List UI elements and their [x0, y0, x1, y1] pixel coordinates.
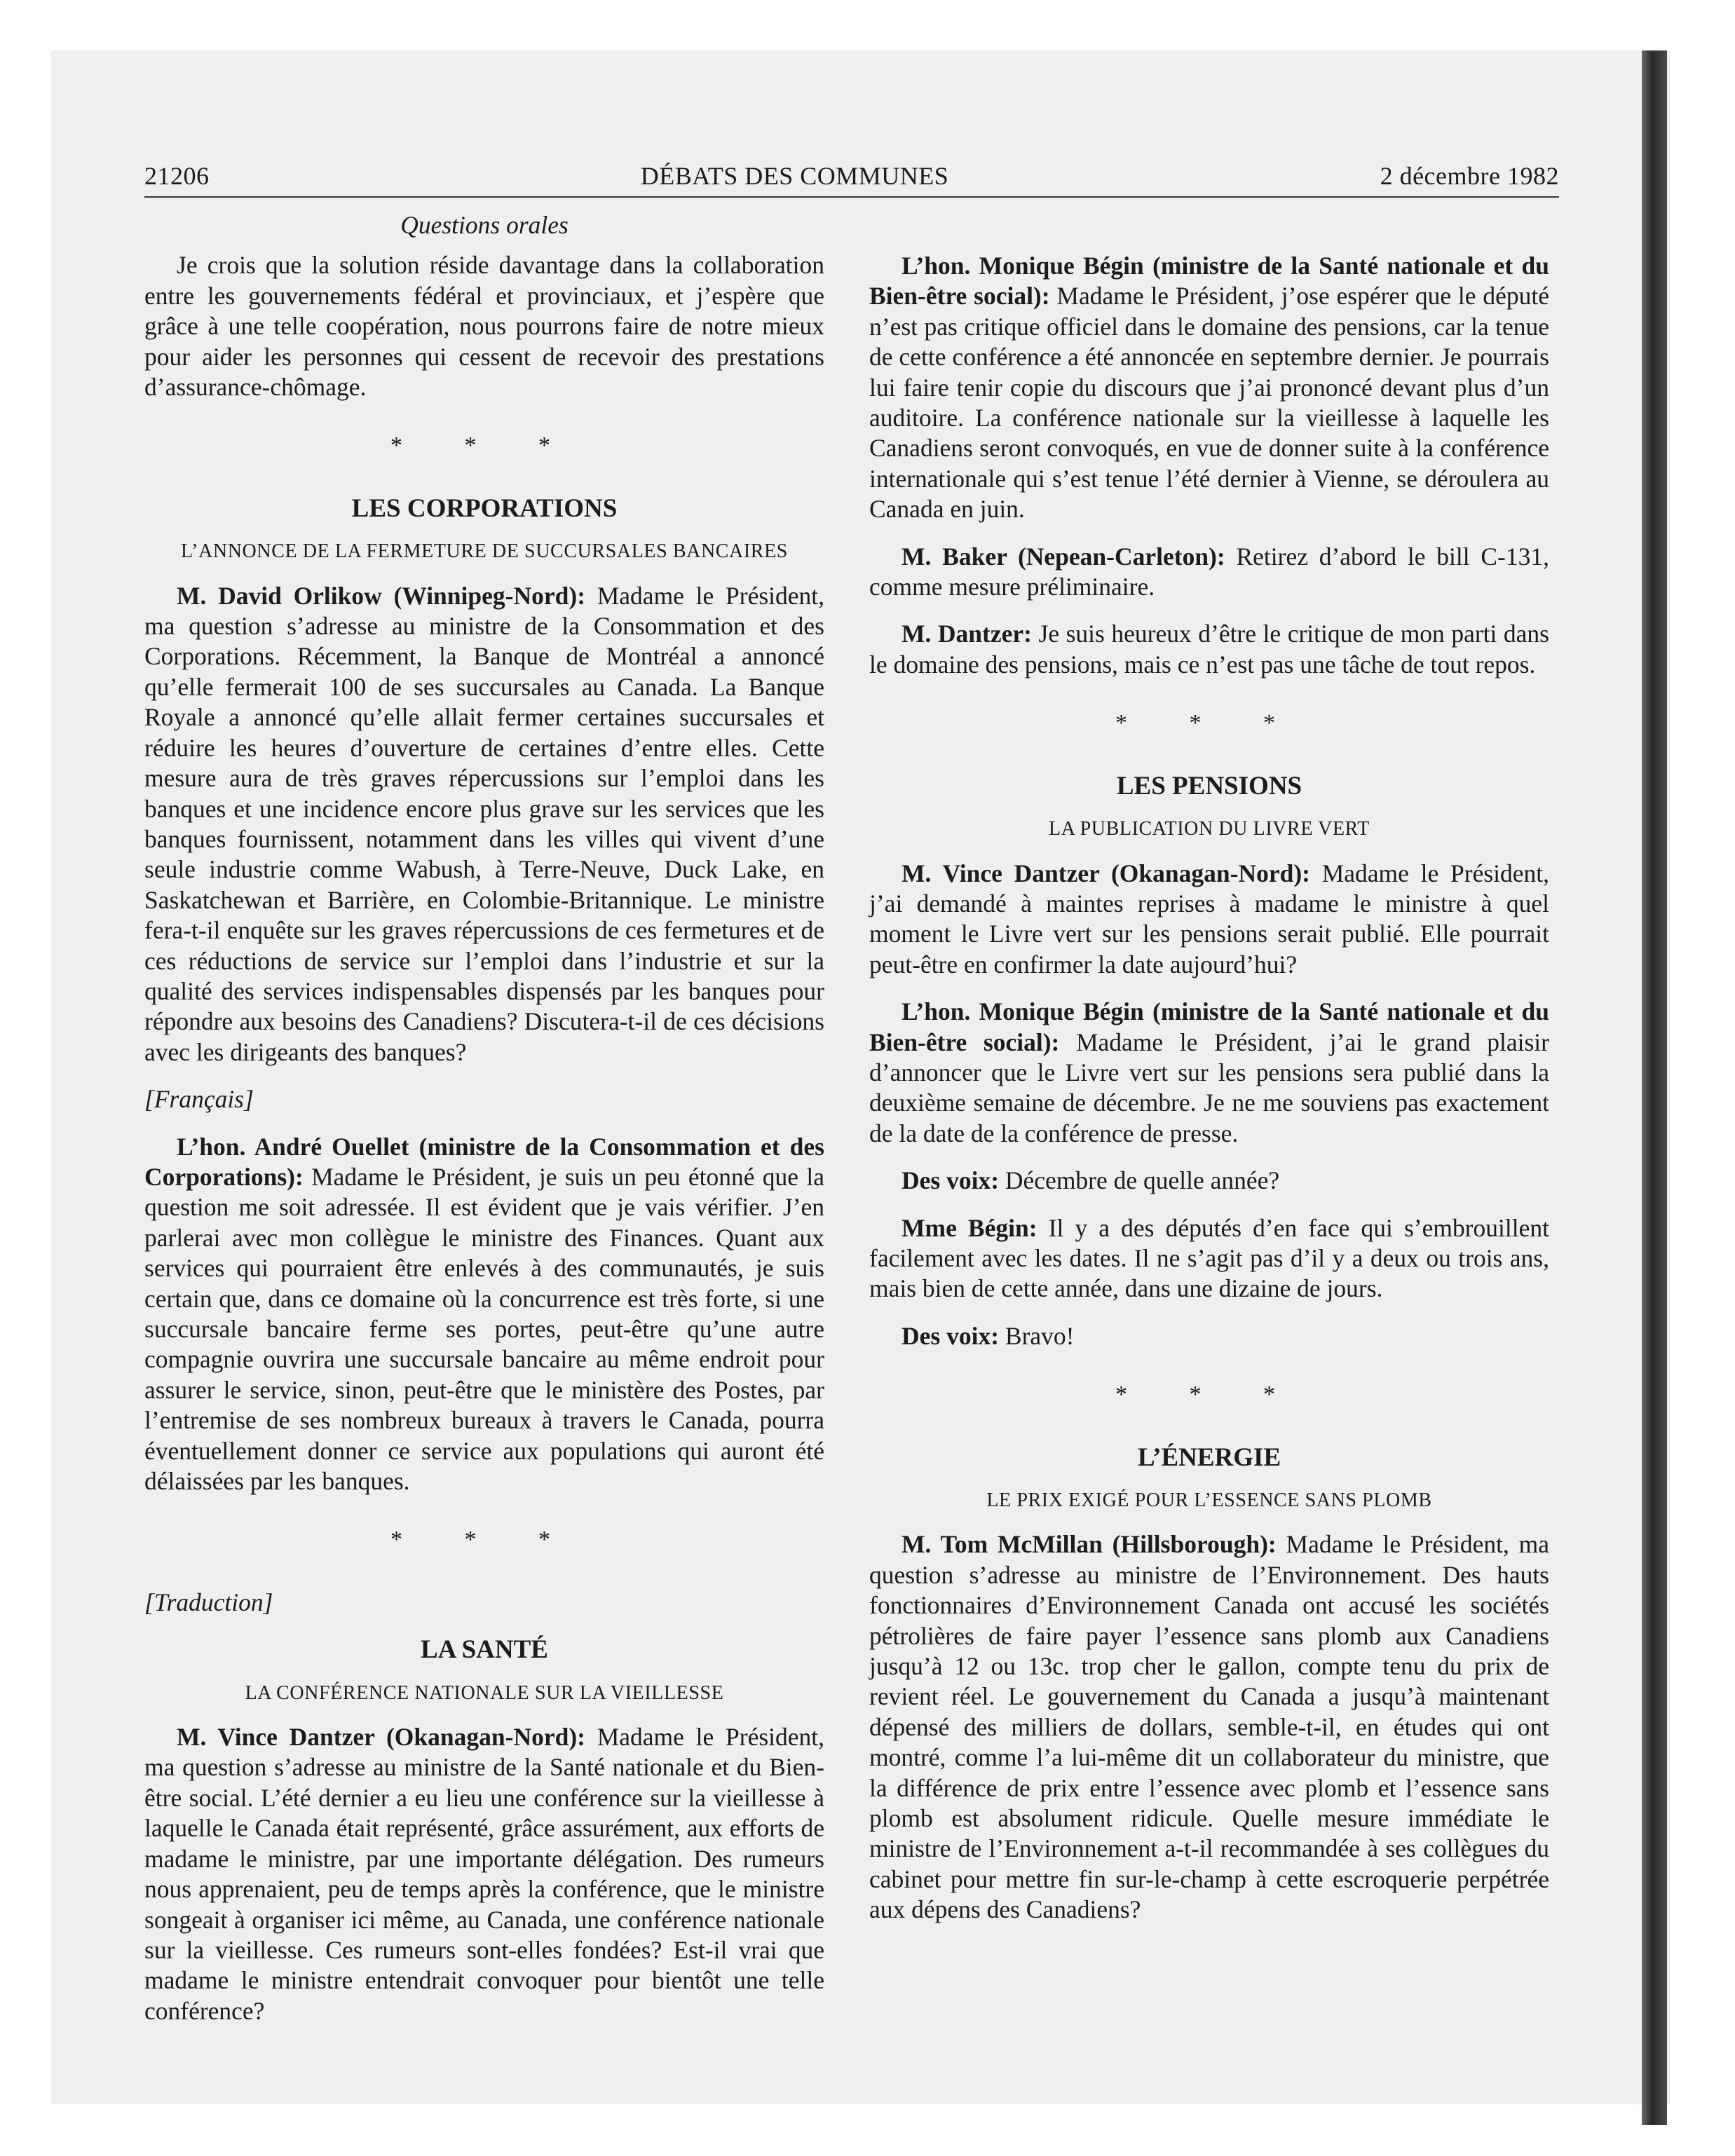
speech-paragraph — [869, 1321, 1549, 1351]
left-column — [144, 210, 824, 2043]
section-separator: * * * — [390, 432, 578, 459]
speaker-name: M. Baker (Nepean-Carleton): — [901, 542, 1225, 571]
speaker-name: M. Dantzer: — [901, 620, 1032, 648]
speech-text: Madame le Président, je suis un peu étonné que la question me soit adressée. Il est évident que je vais vérifier. J’en parlerai avec mon collègue le ministre des Finances. Quant aux services qui pourraient être enlevés à des communautés, je suis certain que, dans ce domaine où la concurrence est très forte, si une succursale bancaire ferme ses portes, peut-être qu’une autre compagnie ouvrira une succursale bancaire au même endroit pour assurer le service, sinon, peut-être que le ministère des Postes, par l’entremise de ses nombreux bureaux à travers le Canada, pourra éventuellement donner ce service aux populations qui auront été délaissées par les banques. — [144, 1162, 824, 1496]
speech-text: Madame le Président, ma question s’adresse au ministre de l’Environnement. Des hauts fonctionnaires d’Environnement Canada ont accusé les sociétés pétrolières de faire payer l’essence sans plomb aux Canadiens jusqu’à 12 ou 13c. trop cher le gallon, compte tenu du prix de revient réel. Le gouvernement du Canada a jusqu’à maintenant dépensé des milliers de dollars, semble-t-il, en études qui ont montré, comme l’a lui-même dit un collaborateur du ministre, que la différence de prix entre l’essence avec plomb et l’essence sans plomb est absolument ridicule. Quelle mesure immédiate le ministre de l’Environnement a-t-il recommandée à ses collègues du cabinet pour mettre fin sur-le-champ à cette escroquerie perpétrée aux dépens des Canadiens? — [869, 1530, 1549, 1924]
speech-text: Madame le Président, j’ose espérer que le député n’est pas critique officiel dans le domaine des pensions, car la tenue de cette conférence a été annoncée en septembre dernier. Je pourrais lui faire tenir copie du discours que j’ai prononcé devant plus d’un auditoire. La conférence nationale sur la vieillesse à laquelle les Canadiens seront convoqués, en vue de donner suite à la conférence internationale qui s’est tenue l’été dernier à Vienne, se déroulera au Canada en juin. — [869, 282, 1549, 524]
section-subheading: LE PRIX EXIGÉ POUR L’ESSENCE SANS PLOMB — [986, 1489, 1432, 1511]
section-subheading: LA CONFÉRENCE NATIONALE SUR LA VIEILLESSE — [245, 1681, 724, 1704]
section-heading: L’ÉNERGIE — [1137, 1442, 1281, 1472]
speech-text: Bravo! — [999, 1321, 1075, 1350]
speech-text: Retirez d’abord le bill C-131, comme mesure préliminaire. — [869, 542, 1549, 601]
speech-paragraph — [144, 1722, 824, 2026]
speaker-name: L’hon. André Ouellet (ministre de la Consommation et des Corporations): — [144, 1132, 824, 1191]
speech-paragraph — [144, 581, 824, 1068]
speaker-name: M. Vince Dantzer (Okanagan-Nord): — [177, 1723, 585, 1752]
speech-text: Madame le Président, ma question s’adresse au ministre de la Consommation et des Corporations. Récemment, la Banque de Montréal a annoncé qu’elle fermerait 100 de ses succursales au Canada. La Banque Royale a annoncé qu’elle allait fermer certaines succursales et réduire les heures d’ouverture de certaines d’entre elles. Cette mesure aura de très graves répercussions sur l’emploi dans les banques et une incidence encore plus grave sur les services que les banques fournissent, notamment dans les villes qui vivent d’une seule industrie comme Wabush, à Terre-Neuve, Duck Lake, en Saskatchewan et Barrière, en Colombie-Britannique. Le ministre fera-t-il enquête sur les graves répercussions de ces fermetures et de ces réductions de service sur l’emploi dans l’industrie et sur la qualité des services indispensables dispensés par les banques pour répondre aux besoins des Canadiens? Discutera-t-il de ces décisions avec les dirigeants des banques? — [144, 581, 824, 1066]
speech-paragraph — [869, 1213, 1549, 1304]
speech-paragraph — [144, 1132, 824, 1497]
speech-paragraph — [869, 1166, 1549, 1196]
section-heading: LA SANTÉ — [421, 1635, 548, 1665]
section-separator: * * * — [1115, 710, 1303, 737]
speech-text: Il y a des députés d’en face qui s’embrouillent facilement avec les dates. Il ne s’agit pas d’il y a deux ou trois ans, mais bien de cette année, dans une dizaine de jours. — [869, 1213, 1550, 1303]
speaker-name: Des voix: — [901, 1321, 1000, 1350]
language-note: [Traduction] — [144, 1588, 273, 1616]
binding-edge — [1642, 50, 1667, 2125]
speech-paragraph — [869, 1529, 1549, 1925]
speech-text: Madame le Président, j’ai le grand plaisir d’annoncer que le Livre vert sur les pensions sera publié dans la deuxième semaine de décembre. Je ne me souviens pas exactement de la date de la conférence de presse. — [869, 1028, 1549, 1147]
publication-date: 2 décembre 1982 — [1380, 162, 1559, 190]
section-separator: * * * — [1115, 1381, 1303, 1408]
running-title: Questions orales — [400, 211, 569, 239]
speaker-name: M. Vince Dantzer (Okanagan-Nord): — [901, 859, 1310, 887]
speech-text: Madame le Président, j’ai demandé à maintes reprises à madame le ministre à quel moment le Livre vert sur les pensions serait publié. Elle pourrait peut-être en confirmer la date aujourd’hui? — [869, 859, 1549, 978]
section-subheading: L’ANNONCE DE LA FERMETURE DE SUCCURSALES BANCAIRES — [181, 540, 788, 563]
section-heading: LES CORPORATIONS — [351, 493, 618, 523]
speaker-name: Mme Bégin: — [901, 1213, 1037, 1242]
speech-text: Je suis heureux d’être le critique de mon parti dans le domaine des pensions, mais ce n’est pas une tâche de tout repos. — [869, 620, 1549, 678]
paragraph: Je crois que la solution réside davantage dans la collaboration entre les gouvernements fédéral et provinciaux, et j’espère que grâce à une telle coopération, nous pourrons faire de notre mieux pour aider les personnes qui cessent de recevoir des prestations d’assurance-chômage. — [144, 251, 824, 402]
speaker-name: Des voix: — [901, 1166, 1000, 1195]
speech-paragraph — [869, 542, 1549, 603]
header-rule — [144, 196, 1559, 198]
speech-paragraph — [869, 997, 1549, 1149]
speaker-name: M. Tom McMillan (Hillsborough): — [901, 1530, 1277, 1559]
language-note: [Français] — [144, 1085, 254, 1114]
speaker-name: M. David Orlikow (Winnipeg-Nord): — [177, 581, 586, 610]
page-header — [144, 161, 1559, 191]
speech-paragraph — [869, 619, 1549, 680]
section-separator: * * * — [390, 1527, 578, 1553]
page-number: 21206 — [144, 162, 210, 190]
right-column — [869, 251, 1549, 1942]
publication-title: DÉBATS DES COMMUNES — [640, 162, 949, 190]
speech-paragraph — [869, 859, 1549, 981]
speech-text: Madame le Président, ma question s’adresse au ministre de la Santé nationale et du Bien-être social. L’été dernier a eu lieu une conférence sur la vieillesse à laquelle le Canada était représenté, grâce assurément, aux efforts de madame le ministre, par une importante délégation. Des rumeurs nous apprenaient, peu de temps après la conférence, que le ministre songeait à organiser ici même, au Canada, une conférence nationale sur la vieillesse. Ces rumeurs sont-elles fondées? Est-il vrai que madame le ministre entendrait convoquer pour bientôt une telle conférence? — [144, 1723, 824, 2025]
section-heading: LES PENSIONS — [1116, 771, 1302, 800]
speech-paragraph — [869, 251, 1549, 525]
section-subheading: LA PUBLICATION DU LIVRE VERT — [1049, 818, 1370, 840]
speech-text: Décembre de quelle année? — [999, 1166, 1280, 1195]
speaker-name: L’hon. Monique Bégin (ministre de la Santé nationale et du Bien-être social): — [869, 997, 1549, 1056]
speaker-name: L’hon. Monique Bégin (ministre de la Santé nationale et du Bien-être social): — [869, 252, 1549, 311]
